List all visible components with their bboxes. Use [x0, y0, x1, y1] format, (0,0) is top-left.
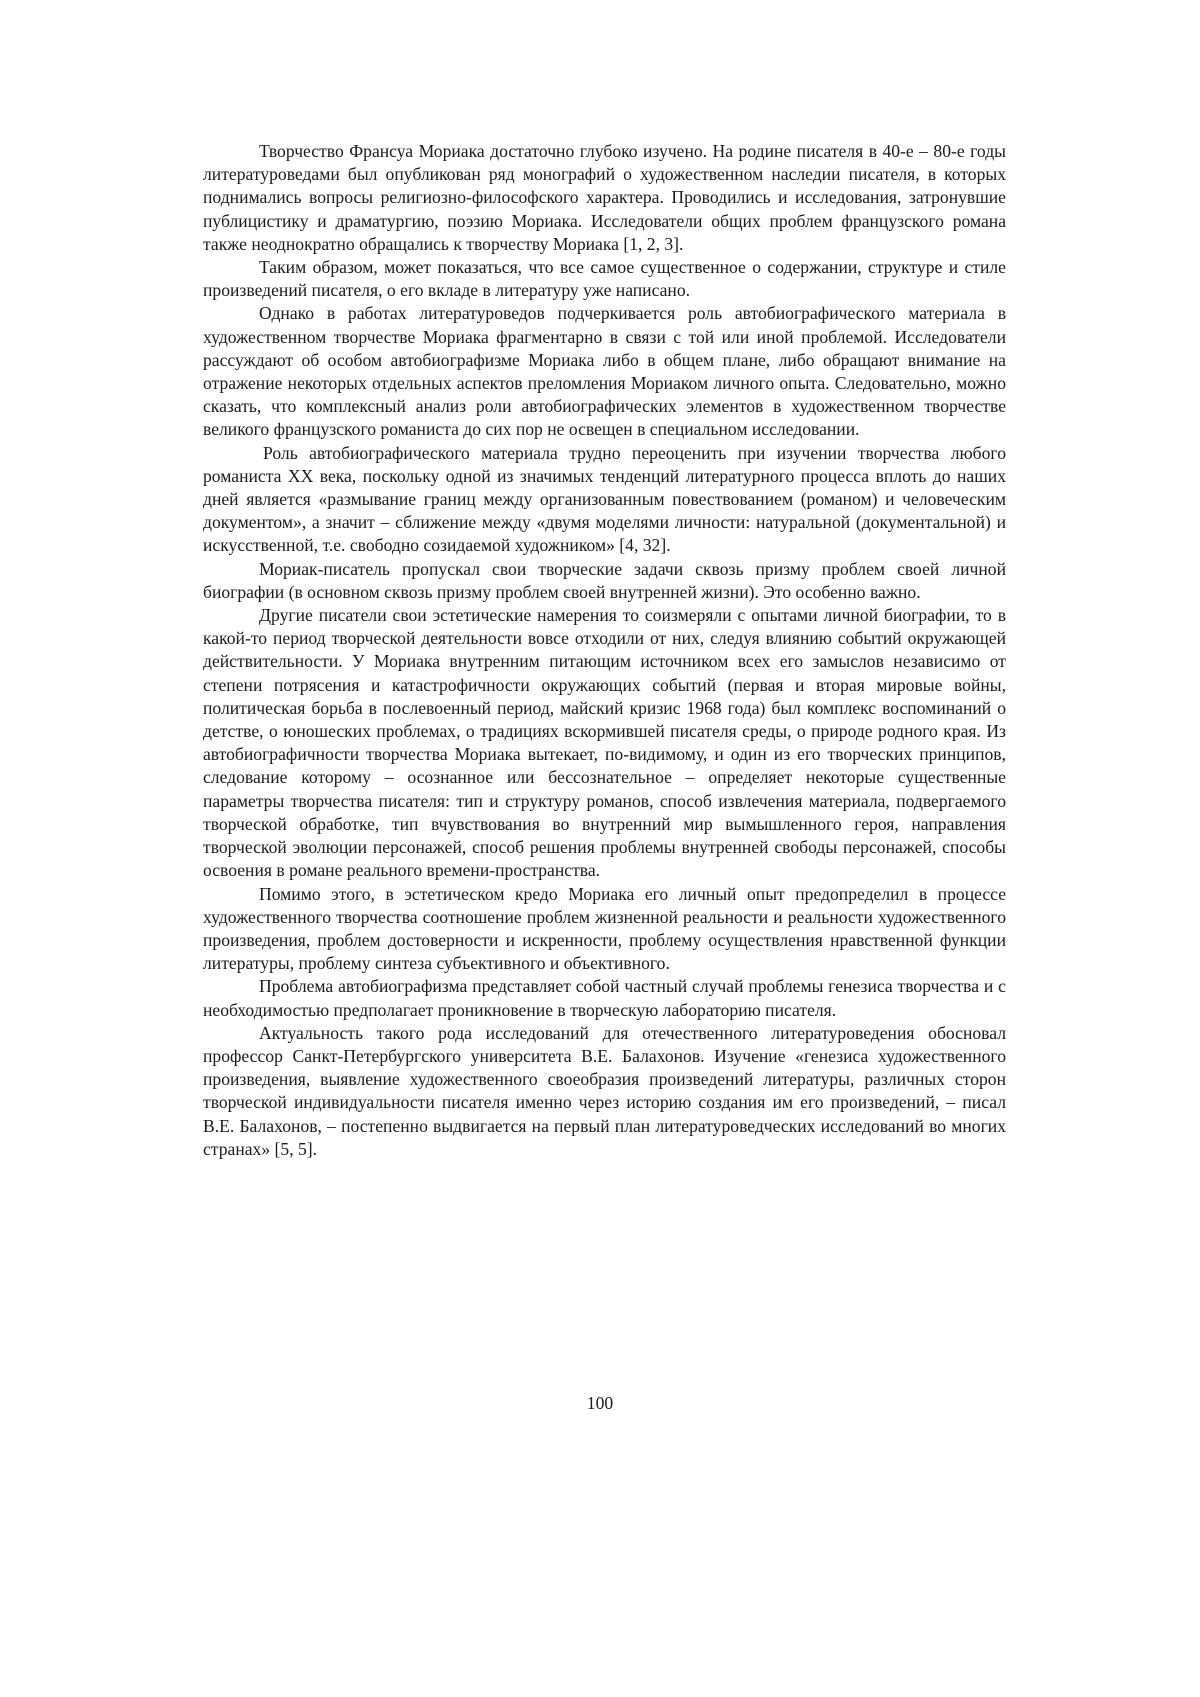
paragraph-4: Роль автобиографического материала трудно переоценить при изучении творчества любого романиста XX века, поскольку одной из значимых тенденций литературного процесса вплоть до наших дней является «размывание границ между организованным повествованием (романом) и человеческим документом», а значит – сближение между «двумя моделями личности: натуральной (документальной) и искусственной, т.е. свободно созидаемой художником» [4, 32]. — [203, 442, 1006, 558]
paragraph-7: Помимо этого, в эстетическом кредо Мориака его личный опыт предопределил в процессе художественного творчества соотношение проблем жизненной реальности и реальности художественного произведения, проблем достоверности и искренности, проблему осуществления нравственной функции литературы, проблему синтеза субъективного и объективного. — [203, 883, 1006, 976]
paragraph-5: Мориак-писатель пропускал свои творческие задачи сквозь призму проблем своей личной биографии (в основном сквозь призму проблем своей внутренней жизни). Это особенно важно. — [203, 558, 1006, 604]
paragraph-8: Проблема автобиографизма представляет собой частный случай проблемы генезиса творчества и с необходимостью предполагает проникновение в творческую лабораторию писателя. — [203, 975, 1006, 1021]
paragraph-6: Другие писатели свои эстетические намерения то соизмеряли с опытами личной биографии, то в какой-то период творческой деятельности вовсе отходили от них, следуя влиянию событий окружающей действительности. У Мориака внутренним питающим источником всех его замыслов независимо от степени потрясения и катастрофичности окружающих событий (первая и вторая мировые войны, политическая борьба в послевоенный период, майский кризис 1968 года) был комплекс воспоминаний о детстве, о юношеских проблемах, о традициях вскормившей писателя среды, о природе родного края. Из автобиографичности творчества Мориака вытекает, по-видимому, и один из его творческих принципов, следование которому – осознанное или бессознательное – определяет некоторые существенные параметры творчества писателя: тип и структуру романов, способ извлечения материала, подвергаемого творческой обработке, тип вчувствования во внутренний мир вымышленного героя, направления творческой эволюции персонажей, способ решения проблемы внутренней свободы персонажей, способы освоения в романе реального времени-пространства. — [203, 604, 1006, 882]
body-text — [203, 140, 1006, 1161]
page-number: 100 — [0, 1392, 1200, 1415]
document-page — [0, 0, 1200, 1697]
paragraph-1: Творчество Франсуа Мориака достаточно глубоко изучено. На родине писателя в 40-е – 80-е годы литературоведами был опубликован ряд монографий о художественном наследии писателя, в которых поднимались вопросы религиозно-философского характера. Проводились и исследования, затронувшие публицистику и драматургию, поэзию Мориака. Исследователи общих проблем французского романа также неоднократно обращались к творчеству Мориака [1, 2, 3]. — [203, 140, 1006, 256]
paragraph-9: Актуальность такого рода исследований для отечественного литературоведения обосновал профессор Санкт-Петербургского университета В.Е. Балахонов. Изучение «генезиса художественного произведения, выявление художественного своеобразия произведений литературы, различных сторон творческой индивидуальности писателя именно через историю создания им его произведений, – писал В.Е. Балахонов, – постепенно выдвигается на первый план литературоведческих исследований во многих странах» [5, 5]. — [203, 1022, 1006, 1161]
paragraph-2: Таким образом, может показаться, что все самое существенное о содержании, структуре и стиле произведений писателя, о его вкладе в литературу уже написано. — [203, 256, 1006, 302]
paragraph-3: Однако в работах литературоведов подчеркивается роль автобиографического материала в художественном творчестве Мориака фрагментарно в связи с той или иной проблемой. Исследователи рассуждают об особом автобиографизме Мориака либо в общем плане, либо обращают внимание на отражение некоторых отдельных аспектов преломления Мориаком личного опыта. Следовательно, можно сказать, что комплексный анализ роли автобиографических элементов в художественном творчестве великого французского романиста до сих пор не освещен в специальном исследовании. — [203, 302, 1006, 441]
